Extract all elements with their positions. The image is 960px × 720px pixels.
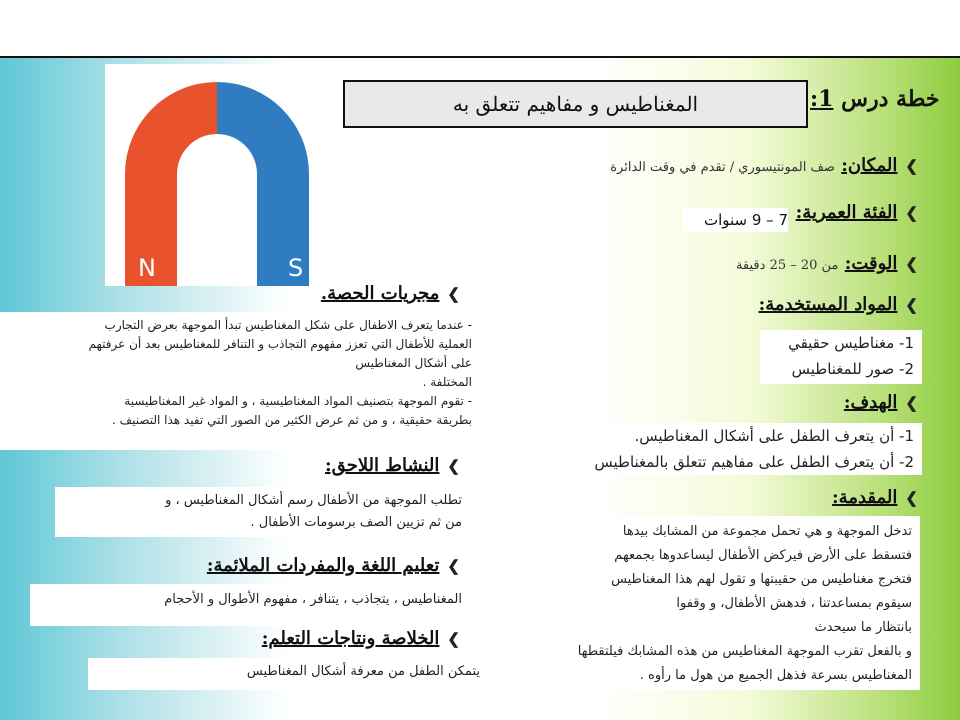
intro-line: سيقوم بمساعدتنا ، فدهش الأطفال، و وقفوا	[676, 596, 912, 611]
intro-text	[495, 516, 920, 690]
chevron-icon: ❯	[905, 157, 918, 175]
procedure-line: - تقوم الموجهة بتصنيف المواد المغناطيسية ، و المواد غير المغناطيسية	[124, 394, 472, 408]
magnet-south-label: S	[288, 254, 304, 282]
chevron-icon: ❯	[447, 557, 460, 575]
chevron-icon: ❯	[447, 285, 460, 303]
plan-number: 1:	[810, 86, 834, 112]
followup-label: النشاط اللاحق:	[325, 455, 440, 476]
intro-line: و بالفعل تقرب الموجهة المغناطيس من هذه المشابك فيلتقطها	[577, 644, 912, 659]
summary-label: الخلاصة ونتاجات التعلم:	[261, 628, 440, 649]
language-label: تعليم اللغة والمفردات الملائمة:	[206, 555, 440, 576]
procedure-label: مجريات الحصة.	[320, 283, 440, 304]
procedure-line: - عندما يتعرف الاطفال على شكل المغناطيس تبدأ الموجهة بعرض التجارب	[104, 318, 472, 332]
goal-item: 1- أن يتعرف الطفل على أشكال المغناطيس.	[634, 427, 914, 445]
intro-line: تدخل الموجهة و هي تحمل مجموعة من المشابك بيدها	[622, 524, 912, 539]
chevron-icon: ❯	[905, 204, 918, 222]
language-text: المغناطيس ، يتجاذب ، يتنافر ، مفهوم الأطوال و الأحجام	[30, 584, 470, 626]
intro-row	[832, 487, 918, 508]
materials-list	[760, 330, 922, 384]
age-row	[796, 202, 918, 223]
procedure-text	[0, 312, 480, 450]
chevron-icon: ❯	[905, 394, 918, 412]
lesson-title-box	[343, 80, 808, 128]
followup-text	[55, 487, 470, 537]
magnet-north-label: N	[138, 254, 156, 282]
procedure-line: على أشكال المغناطيس	[355, 356, 472, 370]
horseshoe-magnet-icon	[105, 64, 320, 286]
age-label: الفئة العمرية:	[795, 202, 898, 223]
summary-row	[262, 628, 460, 649]
plan-label: خطة درس	[841, 86, 940, 112]
magnet-image	[105, 64, 320, 286]
lesson-title: المغناطيس و مفاهيم تتعلق به	[452, 92, 699, 116]
followup-line: من ثم تزيين الصف برسومات الأطفال .	[250, 515, 462, 530]
summary-text: يتمكن الطفل من معرفة أشكال المغناطيس	[88, 658, 488, 690]
goal-label: الهدف:	[843, 392, 898, 413]
chevron-icon: ❯	[905, 489, 918, 507]
procedure-row	[321, 283, 460, 304]
procedure-line: بطريقة حقيقية ، و من ثم عرض الكثير من الصور التي تفيد هذا التصنيف .	[112, 413, 472, 427]
time-label: الوقت:	[844, 253, 898, 274]
place-value: صف المونتيسوري / تقدم في وقت الدائرة	[610, 160, 835, 175]
materials-label: المواد المستخدمة:	[758, 294, 898, 315]
materials-item: 2- صور للمغناطيس	[791, 360, 914, 378]
time-value: من 20 – 25 دقيقة	[735, 258, 839, 273]
goal-list	[560, 423, 922, 475]
followup-row	[325, 455, 460, 476]
chevron-icon: ❯	[447, 457, 460, 475]
place-label: المكان:	[841, 155, 898, 176]
goal-row	[844, 392, 918, 413]
intro-line: فتخرج مغناطيس من حقيبتها و تقول لهم هذا المغناطيس	[611, 572, 912, 587]
intro-line: المغناطيس بسرعة فذهل الجميع من هول ما رأوه .	[639, 668, 912, 683]
chevron-icon: ❯	[905, 296, 918, 314]
materials-row	[759, 294, 918, 315]
top-divider	[0, 56, 960, 58]
procedure-line: العملية للأطفال التي تعزز مفهوم التجاذب و التنافر للمغناطيس بعد أن عرفتهم	[88, 337, 472, 351]
chevron-icon: ❯	[905, 255, 918, 273]
intro-label: المقدمة:	[832, 487, 898, 508]
plan-title	[810, 86, 940, 112]
intro-line: فتسقط على الأرض فيركض الأطفال ليساعدوها بجمعهم	[614, 548, 912, 563]
time-row	[736, 253, 918, 274]
intro-line: بانتظار ما سيحدث	[814, 620, 912, 635]
place-row	[610, 155, 918, 176]
followup-line: تطلب الموجهة من الأطفال رسم أشكال المغناطيس ، و	[165, 493, 462, 508]
chevron-icon: ❯	[447, 630, 460, 648]
language-row	[207, 555, 460, 576]
age-value: 7 – 9 سنوات	[683, 208, 788, 232]
materials-item: 1- مغناطيس حقيقي	[788, 334, 914, 352]
goal-item: 2- أن يتعرف الطفل على مفاهيم تتعلق بالمغناطيس	[594, 453, 914, 471]
procedure-line: المختلفة .	[422, 375, 472, 389]
